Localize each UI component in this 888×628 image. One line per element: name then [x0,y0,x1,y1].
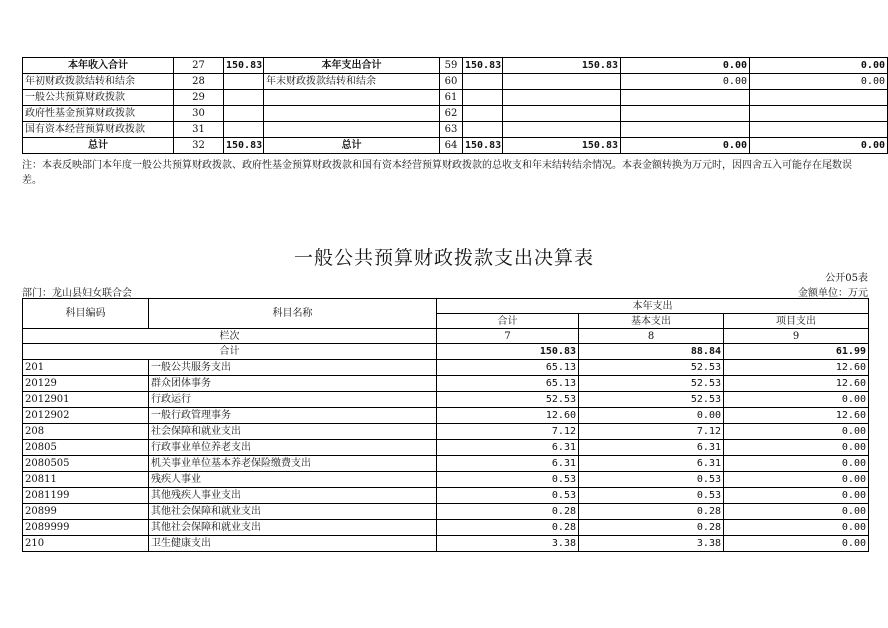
summary-value-3 [621,90,750,106]
summary-value-4 [750,90,888,106]
header-name: 科目名称 [149,299,437,329]
summary-value-3 [621,122,750,138]
table-row [23,360,869,376]
row-name: 行政事业单位养老支出 [149,440,437,456]
row-name: 机关事业单位基本养老保险缴费支出 [149,456,437,472]
summary-value-4: 0.00 [750,58,888,74]
row-code: 201 [23,360,149,376]
summary-row [23,58,888,74]
sum-total: 150.83 [437,344,579,360]
summary-value-1 [463,90,503,106]
header-basic: 基本支出 [579,314,724,329]
row-code: 20811 [23,472,149,488]
row-total: 52.53 [437,392,579,408]
table-row [23,488,869,504]
row-project: 0.00 [724,472,869,488]
summary-left-name: 国有资本经营预算财政拨款 [23,122,174,138]
summary-row [23,106,888,122]
summary-value-2 [503,90,621,106]
row-name: 一般行政管理事务 [149,408,437,424]
column-number-row [23,329,869,344]
summary-value-1: 150.83 [463,58,503,74]
summary-left-no: 31 [174,122,224,138]
row-code: 20805 [23,440,149,456]
table-row [23,456,869,472]
row-basic: 6.31 [579,440,724,456]
row-basic: 0.53 [579,472,724,488]
summary-right-name [264,90,440,106]
summary-value-4 [750,106,888,122]
col-total-no: 7 [437,329,579,344]
row-project: 0.00 [724,536,869,552]
summary-left-no: 29 [174,90,224,106]
row-basic: 52.53 [579,376,724,392]
summary-right-name [264,106,440,122]
row-basic: 0.28 [579,504,724,520]
summary-value-4 [750,122,888,138]
table-row [23,504,869,520]
row-name: 群众团体事务 [149,376,437,392]
department-label: 部门：龙山县妇女联合会 [22,288,132,299]
summary-right-no: 60 [440,74,463,90]
summary-value-1 [463,122,503,138]
row-basic: 6.31 [579,456,724,472]
row-project: 12.60 [724,376,869,392]
summary-left-value [224,122,264,138]
row-name: 社会保障和就业支出 [149,424,437,440]
row-name: 行政运行 [149,392,437,408]
row-name: 其他社会保障和就业支出 [149,504,437,520]
col-project-no: 9 [724,329,869,344]
row-project: 0.00 [724,392,869,408]
row-project: 12.60 [724,408,869,424]
row-total: 7.12 [437,424,579,440]
summary-value-2: 150.83 [503,138,621,154]
row-total: 65.13 [437,360,579,376]
summary-left-name: 一般公共预算财政拨款 [23,90,174,106]
row-project: 0.00 [724,504,869,520]
header-project: 项目支出 [724,314,869,329]
row-basic: 0.00 [579,408,724,424]
summary-value-2 [503,106,621,122]
summary-right-name: 本年支出合计 [264,58,440,74]
row-basic: 0.28 [579,520,724,536]
row-code: 20129 [23,376,149,392]
summary-left-value: 150.83 [224,58,264,74]
summary-value-3: 0.00 [621,58,750,74]
summary-value-2 [503,74,621,90]
table-row [23,376,869,392]
column-label: 栏次 [23,329,437,344]
row-project: 0.00 [724,456,869,472]
summary-value-2: 150.83 [503,58,621,74]
summary-value-1 [463,106,503,122]
header-group: 本年支出 [437,299,869,314]
unit-label: 金额单位：万元 [798,288,868,299]
summary-left-value: 150.83 [224,138,264,154]
row-project: 0.00 [724,520,869,536]
summary-right-name [264,122,440,138]
summary-left-name: 总计 [23,138,174,154]
row-total: 65.13 [437,376,579,392]
table-row [23,424,869,440]
summary-left-no: 30 [174,106,224,122]
row-name: 其他社会保障和就业支出 [149,520,437,536]
sum-project: 61.99 [724,344,869,360]
row-project: 0.00 [724,488,869,504]
summary-right-name: 年末财政拨款结转和结余 [264,74,440,90]
summary-right-no: 59 [440,58,463,74]
sum-row [23,344,869,360]
row-project: 12.60 [724,360,869,376]
row-name: 卫生健康支出 [149,536,437,552]
row-code: 2081199 [23,488,149,504]
row-name: 残疾人事业 [149,472,437,488]
header-code: 科目编码 [23,299,149,329]
col-basic-no: 8 [579,329,724,344]
sum-basic: 88.84 [579,344,724,360]
summary-value-3: 0.00 [621,138,750,154]
table-note: 注：本表反映部门本年度一般公共预算财政拨款、政府性基金预算财政拨款和国有资本经营预算财政拨款的总收支和年末结转结余情况。本表金额转换为万元时，因四舍五入可能存在尾数误差。 [22,160,852,186]
summary-value-1: 150.83 [463,138,503,154]
row-total: 0.28 [437,504,579,520]
table-row [23,408,869,424]
summary-right-no: 61 [440,90,463,106]
summary-left-name: 政府性基金预算财政拨款 [23,106,174,122]
row-total: 6.31 [437,456,579,472]
row-basic: 0.53 [579,488,724,504]
summary-left-no: 32 [174,138,224,154]
row-code: 210 [23,536,149,552]
row-code: 2089999 [23,520,149,536]
page-title: 一般公共预算财政拨款支出决算表 [293,247,594,269]
row-code: 2080505 [23,456,149,472]
table-row [23,440,869,456]
row-total: 0.53 [437,472,579,488]
summary-right-no: 63 [440,122,463,138]
row-total: 12.60 [437,408,579,424]
summary-value-4: 0.00 [750,74,888,90]
summary-left-value [224,106,264,122]
row-name: 其他残疾人事业支出 [149,488,437,504]
summary-table [22,57,888,154]
summary-value-1 [463,74,503,90]
summary-row [23,90,888,106]
row-project: 0.00 [724,440,869,456]
header-total: 合计 [437,314,579,329]
summary-left-name: 本年收入合计 [23,58,174,74]
summary-left-no: 27 [174,58,224,74]
summary-right-name: 总计 [264,138,440,154]
summary-left-no: 28 [174,74,224,90]
row-basic: 52.53 [579,360,724,376]
summary-right-no: 62 [440,106,463,122]
summary-row [23,138,888,154]
row-project: 0.00 [724,424,869,440]
row-code: 2012901 [23,392,149,408]
summary-row [23,74,888,90]
summary-value-3 [621,106,750,122]
summary-value-4: 0.00 [750,138,888,154]
row-basic: 7.12 [579,424,724,440]
row-code: 208 [23,424,149,440]
summary-left-value [224,90,264,106]
sum-label: 合计 [23,344,437,360]
form-code: 公开05表 [825,273,868,284]
row-code: 20899 [23,504,149,520]
row-total: 0.53 [437,488,579,504]
row-basic: 3.38 [579,536,724,552]
summary-value-2 [503,122,621,138]
row-total: 6.31 [437,440,579,456]
row-name: 一般公共服务支出 [149,360,437,376]
row-basic: 52.53 [579,392,724,408]
table-row [23,536,869,552]
summary-left-name: 年初财政拨款结转和结余 [23,74,174,90]
row-total: 3.38 [437,536,579,552]
summary-right-no: 64 [440,138,463,154]
row-total: 0.28 [437,520,579,536]
summary-row [23,122,888,138]
table-row [23,472,869,488]
expenditure-table [22,298,869,552]
summary-value-3: 0.00 [621,74,750,90]
table-row [23,392,869,408]
summary-left-value [224,74,264,90]
table-row [23,520,869,536]
header-row-1 [23,299,869,314]
row-code: 2012902 [23,408,149,424]
